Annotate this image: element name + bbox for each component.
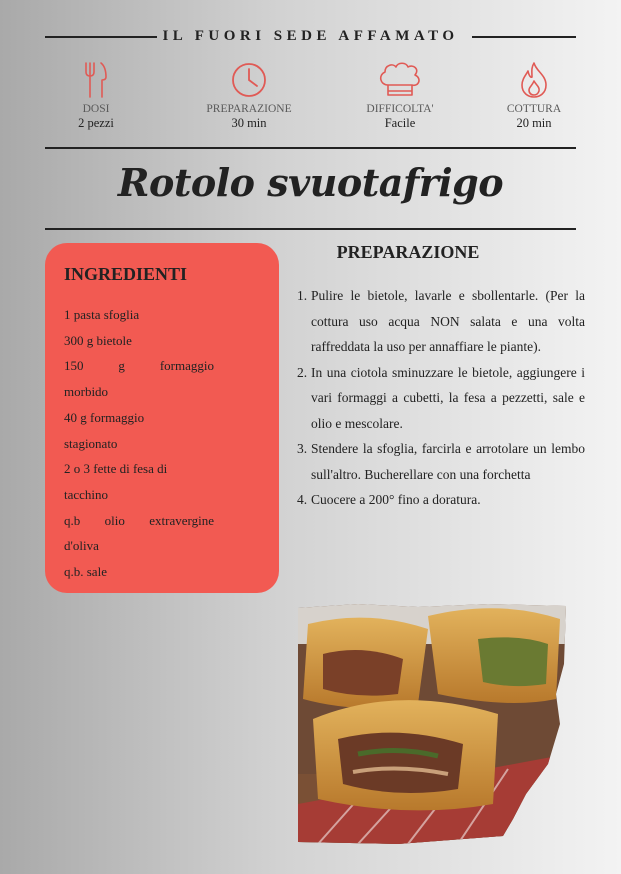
stat-label: COTTURA <box>506 103 562 115</box>
stat-value: Facile <box>384 116 416 130</box>
step-item <box>297 283 585 360</box>
ingredient-line: 150 g formaggio <box>64 358 214 374</box>
chef-hat-icon <box>377 61 423 99</box>
step-number: 4. <box>297 492 308 507</box>
fork-knife-icon <box>84 61 108 99</box>
clock-icon <box>230 61 268 99</box>
ingredient-line: 40 g formaggio <box>64 409 145 425</box>
recipe-title: Rotolo svuotafrigo <box>117 160 504 205</box>
step-text: Stendere la sfoglia, farcirla e arrotolare un lembo sull'altro. Bucherellare con una forchetta <box>311 441 585 482</box>
ingredient-line: q.b. sale <box>64 564 107 580</box>
step-number: 1. <box>297 288 308 303</box>
ingredient-line: stagionato <box>64 435 118 451</box>
stat-cook-time <box>474 60 594 131</box>
step-item <box>297 436 585 487</box>
step-text: In una ciotola sminuzzare le bietole, aggiungere i vari formaggi a cubetti, la fesa a pezzetti, sale e olio e mescolare. <box>311 364 585 431</box>
ingredients-heading: INGREDIENTI <box>64 264 188 284</box>
ingredient-line: d'oliva <box>64 538 99 554</box>
step-number: 3. <box>297 441 308 456</box>
brand-title: IL FUORI SEDE AFFAMATO <box>162 28 459 44</box>
title-divider <box>45 228 576 230</box>
step-item <box>297 360 585 437</box>
stat-label: DIFFICOLTA' <box>366 103 434 115</box>
ingredient-line: 2 o 3 fette di fesa di <box>64 461 168 477</box>
step-text: Cuocere a 200° fino a doratura. <box>311 492 481 507</box>
ingredient-line: 1 pasta sfoglia <box>64 307 140 322</box>
stats-divider <box>45 147 576 149</box>
step-text: Pulire le bietole, lavarle e sbollentarle. (Per la cottura uso acqua NON salata e una volta raffreddata la uso per annaffiare le piante). <box>311 288 585 354</box>
preparation-steps <box>297 283 585 513</box>
stat-value: 2 pezzi <box>78 116 114 130</box>
ingredients-card <box>45 243 279 593</box>
ingredient-line: morbido <box>64 384 109 400</box>
step-item <box>297 487 585 513</box>
step-number: 2. <box>297 364 308 380</box>
stat-value: 20 min <box>516 116 552 130</box>
stat-difficulty <box>340 60 460 131</box>
stat-label: PREPARAZIONE <box>206 103 292 115</box>
ingredients-list <box>64 302 214 585</box>
stat-value: 30 min <box>231 116 267 130</box>
stat-prep-time <box>189 60 309 131</box>
preparation-heading: PREPARAZIONE <box>336 242 480 262</box>
ingredient-line: tacchino <box>64 486 109 502</box>
stat-servings <box>36 60 156 131</box>
flame-icon <box>519 61 549 99</box>
stat-label: DOSI <box>82 103 110 115</box>
food-photo <box>298 604 568 844</box>
ingredient-line: q.b olio extravergine <box>64 512 214 528</box>
ingredient-line: 300 g bietole <box>64 332 132 348</box>
